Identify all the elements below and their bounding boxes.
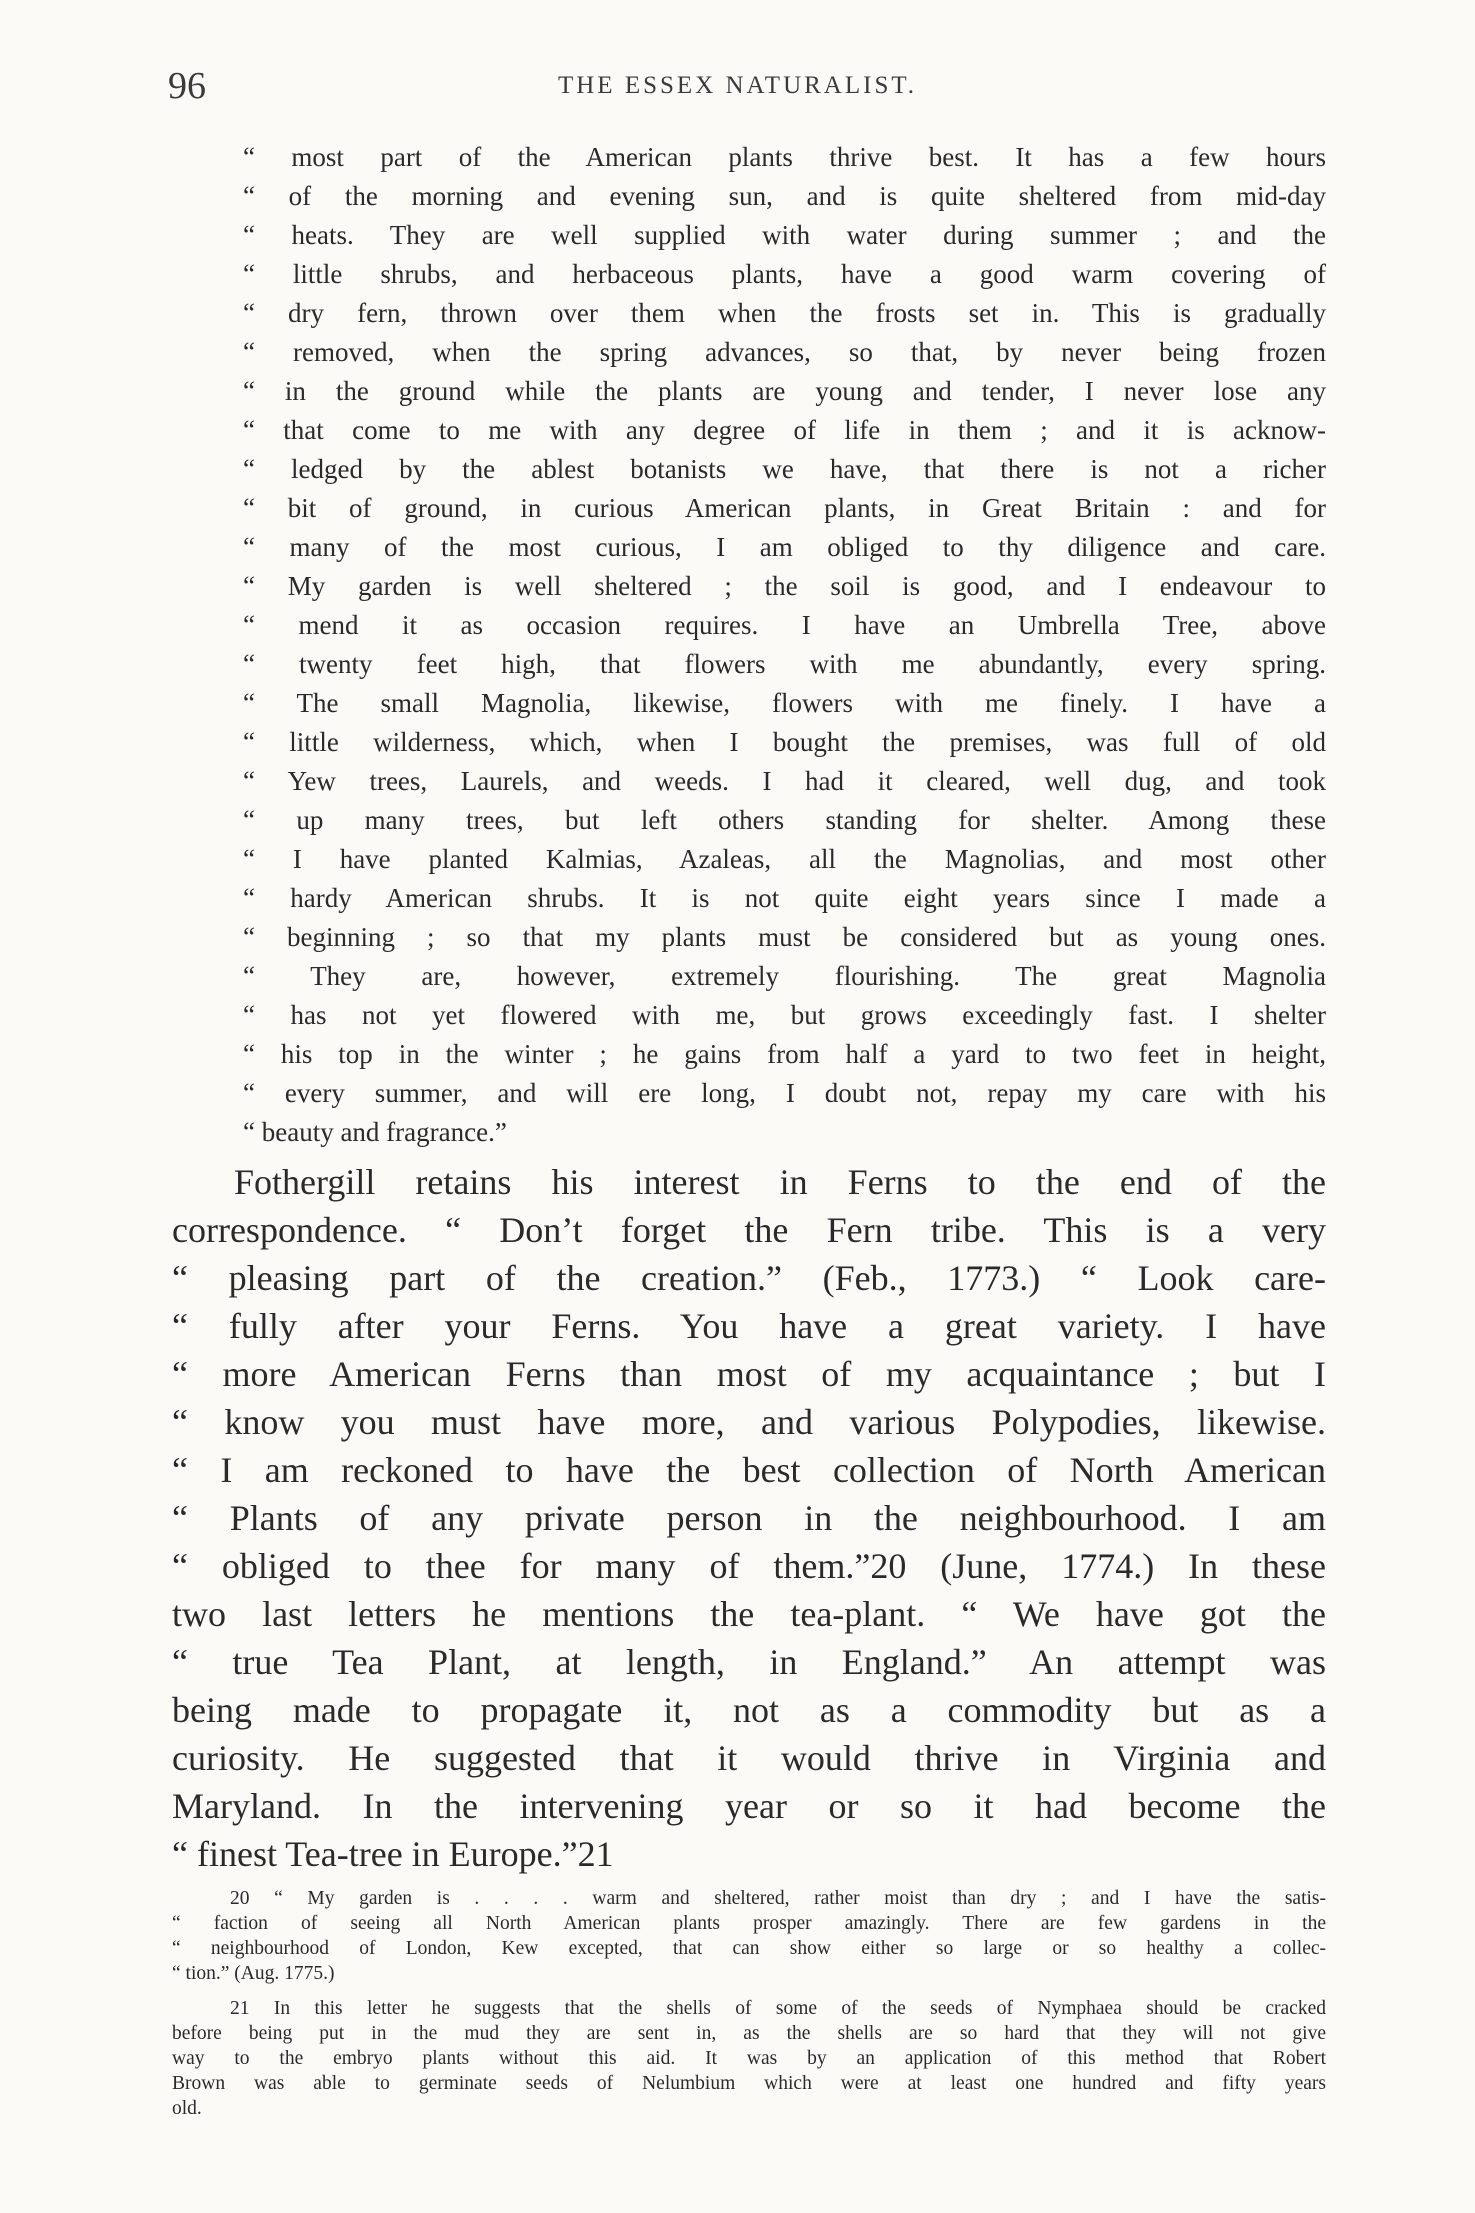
footnote-20 xyxy=(172,1886,1326,1986)
quote-line: “ that come to me with any degree of life in them ; and it is acknow- xyxy=(243,415,1326,445)
footnote-line: 21 In this letter he suggests that the shells of some of the seeds of Nymphaea should be cracked xyxy=(230,1998,1326,2019)
quote-line: “ bit of ground, in curious American plants, in Great Britain : and for xyxy=(243,493,1326,523)
quote-line: “ every summer, and will ere long, I doubt not, repay my care with his xyxy=(243,1078,1326,1108)
footnote-line: before being put in the mud they are sent in, as the shells are so hard that they will not give xyxy=(172,2023,1326,2044)
body-line: correspondence. “ Don’t forget the Fern tribe. This is a very xyxy=(172,1210,1326,1250)
quote-line: “ My garden is well sheltered ; the soil is good, and I endeavour to xyxy=(243,571,1326,601)
body-line: “ obliged to thee for many of them.”20 (June, 1774.) In these xyxy=(172,1546,1326,1586)
quote-line: “ many of the most curious, I am obliged to thy diligence and care. xyxy=(243,532,1326,562)
quote-line: “ his top in the winter ; he gains from half a yard to two feet in height, xyxy=(243,1039,1326,1069)
quote-line: “ beginning ; so that my plants must be considered but as young ones. xyxy=(243,922,1326,952)
quote-line: “ mend it as occasion requires. I have an Umbrella Tree, above xyxy=(243,610,1326,640)
quote-line: “ of the morning and evening sun, and is quite sheltered from mid-day xyxy=(243,181,1326,211)
body-line: curiosity. He suggested that it would thrive in Virginia and xyxy=(172,1738,1326,1778)
body-line: two last letters he mentions the tea-plant. “ We have got the xyxy=(172,1594,1326,1634)
body-line: “ true Tea Plant, at length, in England.” An attempt was xyxy=(172,1642,1326,1682)
body-line: Fothergill retains his interest in Ferns to the end of the xyxy=(234,1162,1326,1202)
quote-line: “ ledged by the ablest botanists we have, that there is not a richer xyxy=(243,454,1326,484)
body-line: “ I am reckoned to have the best collection of North American xyxy=(172,1450,1326,1490)
footnote-line: old. xyxy=(172,2098,202,2119)
quote-line: “ Yew trees, Laurels, and weeds. I had it cleared, well dug, and took xyxy=(243,766,1326,796)
quote-line: “ has not yet flowered with me, but grows exceedingly fast. I shelter xyxy=(243,1000,1326,1030)
body-line: “ Plants of any private person in the neighbourhood. I am xyxy=(172,1498,1326,1538)
quote-line: “ hardy American shrubs. It is not quite eight years since I made a xyxy=(243,883,1326,913)
quote-line: “ little wilderness, which, when I bought the premises, was full of old xyxy=(243,727,1326,757)
body-paragraph xyxy=(172,1158,1326,1878)
quote-line: “ removed, when the spring advances, so that, by never being frozen xyxy=(243,337,1326,367)
footnote-line: 20 “ My garden is . . . . warm and sheltered, rather moist than dry ; and I have the satis- xyxy=(230,1888,1326,1909)
quote-line: “ heats. They are well supplied with water during summer ; and the xyxy=(243,220,1326,250)
running-head: THE ESSEX NATURALIST. xyxy=(557,72,918,99)
footnote-line: “ tion.” (Aug. 1775.) xyxy=(172,1963,335,1984)
quote-line: “ in the ground while the plants are young and tender, I never lose any xyxy=(243,376,1326,406)
quote-line: “ I have planted Kalmias, Azaleas, all the Magnolias, and most other xyxy=(243,844,1326,874)
body-line: “ know you must have more, and various Polypodies, likewise. xyxy=(172,1402,1326,1442)
footnote-line: way to the embryo plants without this aid. It was by an application of this method that Robert xyxy=(172,2048,1326,2069)
body-line: being made to propagate it, not as a commodity but as a xyxy=(172,1690,1326,1730)
footnote-line: Brown was able to germinate seeds of Nelumbium which were at least one hundred and fifty years xyxy=(172,2073,1326,2094)
quote-line: “ They are, however, extremely flourishing. The great Magnolia xyxy=(243,961,1326,991)
footnote-line: “ neighbourhood of London, Kew excepted, that can show either so large or so healthy a collec- xyxy=(172,1938,1326,1959)
quote-line: “ up many trees, but left others standing for shelter. Among these xyxy=(243,805,1326,835)
body-line: “ fully after your Ferns. You have a great variety. I have xyxy=(172,1306,1326,1346)
quote-line: “ dry fern, thrown over them when the frosts set in. This is gradually xyxy=(243,298,1326,328)
footnote-21 xyxy=(172,1996,1326,2121)
footnote-line: “ faction of seeing all North American plants prosper amazingly. There are few gardens in the xyxy=(172,1913,1326,1934)
body-line: “ pleasing part of the creation.” (Feb., 1773.) “ Look care- xyxy=(172,1258,1326,1298)
body-line: “ more American Ferns than most of my acquaintance ; but I xyxy=(172,1354,1326,1394)
quote-line: “ little shrubs, and herbaceous plants, have a good warm covering of xyxy=(243,259,1326,289)
quote-line: “ The small Magnolia, likewise, flowers with me finely. I have a xyxy=(243,688,1326,718)
quote-line: “ beauty and fragrance.” xyxy=(243,1117,507,1147)
body-line: Maryland. In the intervening year or so it had become the xyxy=(172,1786,1326,1826)
quote-line: “ twenty feet high, that flowers with me abundantly, every spring. xyxy=(243,649,1326,679)
quoted-letter-block xyxy=(243,138,1326,1152)
page-number: 96 xyxy=(168,65,206,107)
footnotes xyxy=(172,1886,1326,2121)
quote-line: “ most part of the American plants thrive best. It has a few hours xyxy=(243,142,1326,172)
body-line: “ finest Tea-tree in Europe.”21 xyxy=(172,1834,614,1874)
